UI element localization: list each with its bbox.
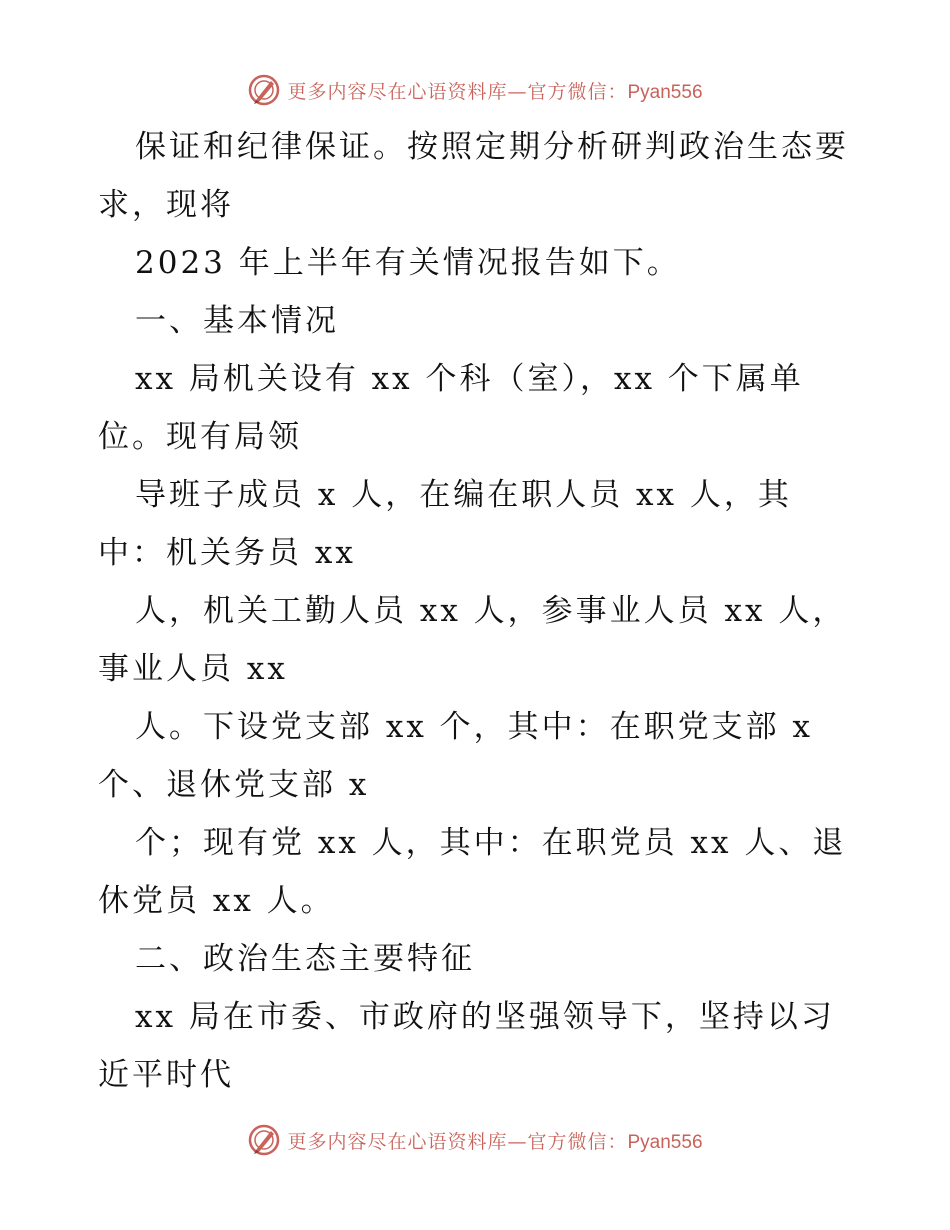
- watermark-text: 更多内容尽在心语资料库—官方微信：Pyan556: [287, 80, 703, 103]
- text-line: 位。现有局领: [98, 419, 302, 455]
- text-line: xx 局机关设有 xx 个科（室），xx 个下属单: [135, 361, 804, 397]
- text-line: 保证和纪律保证。按照定期分析研判政治生态要: [135, 129, 849, 165]
- text-line: 人。下设党支部 xx 个，其中：在职党支部 x: [135, 709, 814, 745]
- watermark-account: Pyan556: [627, 81, 703, 103]
- text-line: 2023 年上半年有关情况报告如下。: [135, 245, 681, 281]
- text-line: 二、政治生态主要特征: [135, 941, 475, 977]
- watermark-account: Pyan556: [627, 1131, 703, 1153]
- text-line: xx 局在市委、市政府的坚强领导下，坚持以习: [135, 999, 835, 1035]
- text-line: 近平时代: [98, 1057, 234, 1093]
- text-line: 个；现有党 xx 人，其中：在职党员 xx 人、退: [135, 825, 847, 861]
- pen-logo-icon: [247, 1123, 281, 1157]
- watermark-text: 更多内容尽在心语资料库—官方微信：Pyan556: [287, 1130, 703, 1153]
- text-line: 求，现将: [98, 187, 234, 223]
- text-line: 个、退休党支部 x: [98, 767, 370, 803]
- watermark-footer: [0, 1120, 950, 1160]
- text-line: 休党员 xx 人。: [98, 883, 335, 919]
- text-line: 导班子成员 x 人，在编在职人员 xx 人，其: [135, 477, 792, 513]
- document-body: [98, 118, 858, 1104]
- pen-logo-icon: [247, 73, 281, 107]
- text-line: 人，机关工勤人员 xx 人，参事业人员 xx 人，: [135, 593, 847, 629]
- watermark-header: [0, 70, 950, 110]
- text-line: 一、基本情况: [135, 303, 339, 339]
- text-line: 事业人员 xx: [98, 651, 288, 687]
- text-line: 中：机关务员 xx: [98, 535, 356, 571]
